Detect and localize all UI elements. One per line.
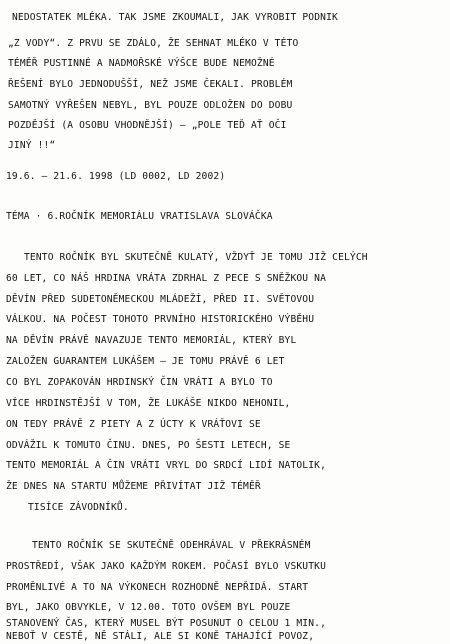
text-line: PROSTŘEDÍ, VŠAK JAKO KAŽDÝM ROKEM. POČASÍ BYLO VSKUTKU (6, 561, 326, 572)
text-line: NEBOŤ V CESTĚ, NĚ STÁLI, ALE SI KONĚ TAHAJÍCÍ POVOZ, (6, 631, 315, 642)
text-line: NEDOSTATEK MLÉKA. TAK JSME ZKOUMALI, JAK VYROBIT PODNIK (12, 12, 338, 23)
text-line: DĚVÍN PŘED SUDETONĚMECKOU MLÁDEŽÍ, PŘED II. SVĚTOVOU (6, 294, 315, 305)
text-line: ON TEDY PRÁVĚ Z PIETY A Z ÚCTY K VRÁŤOVI SE (6, 419, 261, 430)
text-line: STANOVENÝ ČAS, KTERÝ MUSEL BÝT POSUNUT O CELOU 1 MIN., (6, 618, 326, 629)
text-line: BYL, JAKO OBVYKLE, V 12.00. TOTO OVŠEM BYL POUZE (6, 602, 291, 613)
text-line: ODVÁŽIL K TOMUTO ČINU. DNES, PO ŠESTI LETECH, SE (6, 440, 291, 451)
text-line: CO BYL ZOPAKOVÁN HRDINSKÝ ČIN VRÁTI A BYLO TO (6, 377, 273, 388)
text-line: TENTO ROČNÍK SE SKUTEČNĚ ODEHRÁVAL V PŘEKRÁSNÉM (32, 540, 311, 551)
text-line: ŽE DNES NA STARTU MŮŽEME PŘIVÍTAT JIŽ TÉMĚŘ (6, 481, 261, 492)
text-line: „Z VODY“. Z PRVU SE ZDÁLO, ŽE SEHNAT MLÉKO V TÉTO (8, 38, 299, 49)
text-line: ZALOŽEN GUARANTEM LUKÁŠEM – JE TOMU PRÁVĚ 6 LET (6, 356, 285, 367)
text-line: ŘEŠENÍ BYLO JEDNODUŠŠÍ, NEŽ JSME ČEKALI. PROBLÉM (8, 79, 293, 90)
text-line: VÍCE HRDINSTĚJŠÍ V TOM, ŽE LUKÁŠE NIKDO NEHONIL, (6, 398, 291, 409)
text-line: PROMĚNLIVÉ A TO NA VÝKONECH ROZHODNĚ NEPŘIDÁ. START (6, 582, 309, 593)
text-line: TENTO ROČNÍK BYL SKUTEČNĚ KULATÝ, VŽDYŤ JE TOMU JIŽ CELÝCH (24, 252, 368, 263)
text-line: TISÍCE ZÁVODNÍKŮ. (28, 502, 129, 513)
text-line: VÁLKOU. NA POČEST TOHOTO PRVNÍHO HISTORICKÉHO VÝBĚHU (6, 314, 315, 325)
text-line: NA DĚVÍN PRÁVĚ NAVAZUJE TENTO MEMORIÁL, KTERÝ BYL (6, 335, 297, 346)
topic-line: TÉMA · 6.ROČNÍK MEMORIÁLU VRATISLAVA SLOVÁČKA (6, 211, 273, 222)
text-line: 60 LET, CO NÁŠ HRDINA VRÁTA ZDRHAL Z PECE S SNĚŽKOU NA (6, 273, 326, 284)
text-line: JINÝ !!“ (8, 140, 56, 151)
text-line: POZDĚJŠÍ (A OSOBU VHODNĚJŠÍ) — „POLE TEĎ AŤ OČI (8, 120, 287, 131)
text-line: SAMOTNÝ VYŘEŠEN NEBYL, BYL POUZE ODLOŽEN DO DOBU (8, 100, 293, 111)
text-line: TÉMĚŘ PUSTINNÉ A NADMOŘSKÉ VÝŠCE BUDE NEMOŽNÉ (8, 58, 275, 69)
date-line: 19.6. – 21.6. 1998 (LD 0002, LD 2002) (6, 171, 226, 182)
text-line: TENTO MEMORIÁL A ČIN VRÁTI VRYL DO SRDCÍ LIDÍ NATOLIK, (6, 460, 326, 471)
